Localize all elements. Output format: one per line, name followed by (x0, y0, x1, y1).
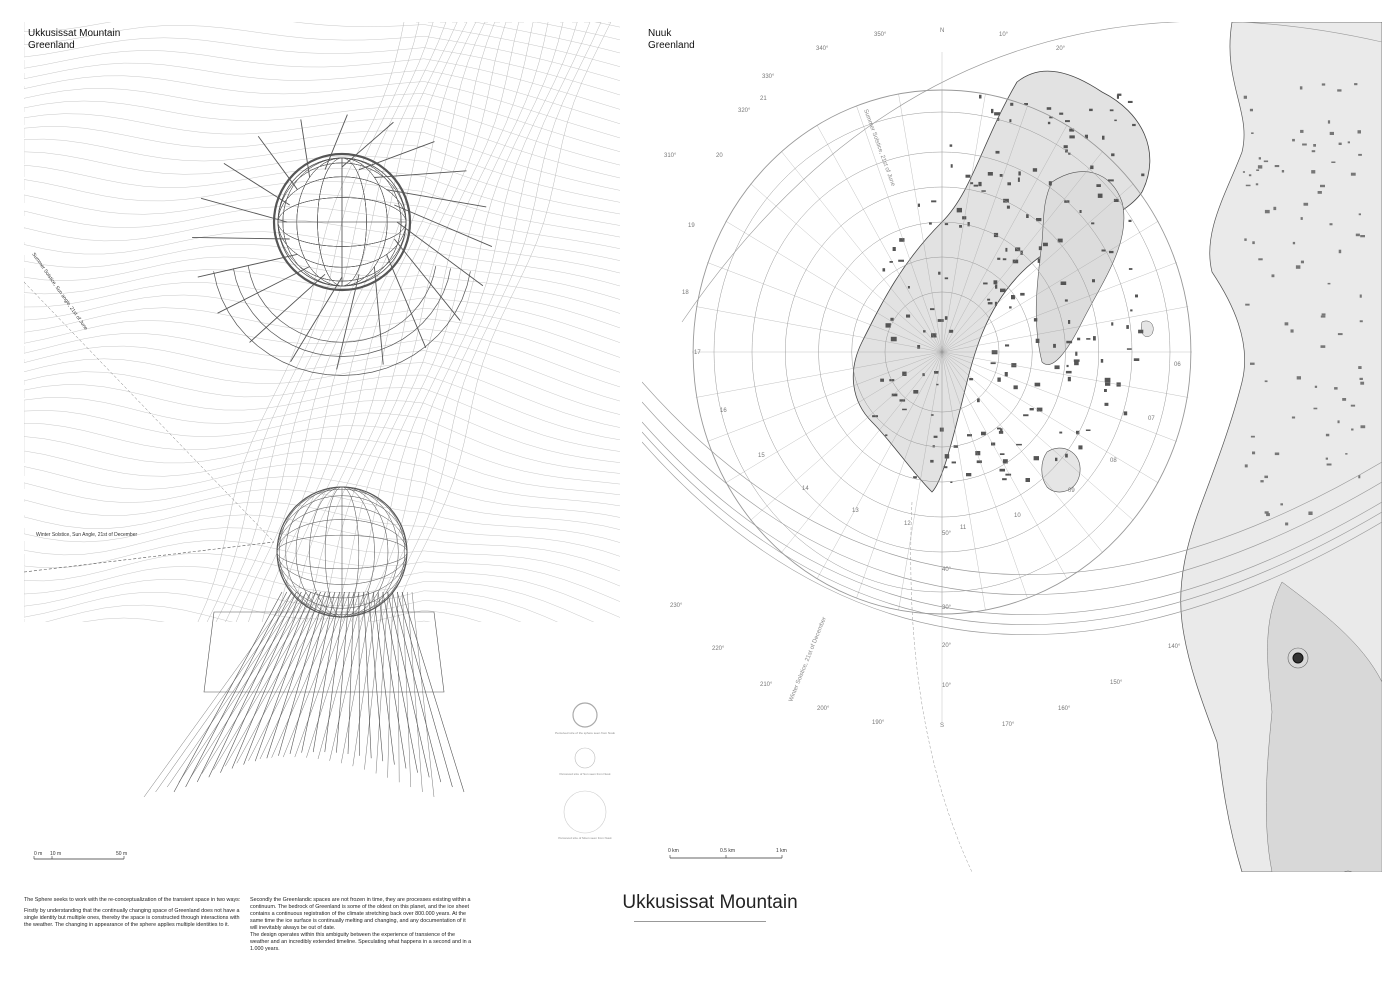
azimuth-label: 330° (762, 74, 775, 80)
description-paragraph: Firstly by understanding that the continually changing space of Greenland does not have a single identity but multiple ones, thereby the space is constructed through interactions with the weather. The changing in appearance of the sphere applies multiple identities to it. (24, 908, 240, 928)
description-column-1 (24, 897, 246, 933)
azimuth-label: 350° (874, 32, 887, 38)
azimuth-label: 190° (872, 720, 885, 726)
map-scale-half: 0.5 km (720, 848, 736, 854)
left-place-name: Ukkusissat Mountain (28, 28, 121, 39)
hour-label: 15 (758, 453, 765, 459)
north-label: N (940, 28, 945, 34)
scale-label-50: 50 m (116, 851, 128, 857)
sun-path-map (642, 22, 1382, 872)
azimuth-label: 200° (817, 706, 830, 712)
hour-label: 08 (1110, 458, 1117, 464)
right-region-name: Greenland (648, 40, 695, 51)
azimuth-label: 320° (738, 108, 751, 114)
map-scale-0: 0 km (668, 848, 679, 854)
azimuth-label: 170° (1002, 722, 1015, 728)
scale-label-0: 0 m (34, 851, 43, 857)
hour-label: 17 (694, 350, 701, 356)
description-paragraph: Secondly the Greenlandic spaces are not frozen in time, they are processes existing within a continuum. The bedrock of Greenland is some of the oldest on this planet, and the ice sheet contains a continuous registration of the climate stretching back over 800.000 years. At the same time the ice surface is continually melting and changing, and any documentation of it will inevitably always be out of date. (250, 897, 471, 931)
azimuth-label: 10° (999, 32, 1009, 38)
azimuth-label: 230° (670, 603, 683, 609)
mountain-contour-drawing (24, 22, 620, 872)
azimuth-label: 220° (712, 646, 725, 652)
azimuth-label: 210° (760, 682, 773, 688)
description-paragraph: The design operates within this ambiguity between the experience of transience of the weather and an incredibly extended timeline. Speculating what happens in a second and in a 1.000 years. (250, 932, 472, 952)
altitude-label: 10° (942, 683, 952, 689)
altitude-label: 40° (942, 567, 952, 573)
hour-label: 19 (688, 223, 695, 229)
winter-solstice-label: Winter Solstice, Sun Angle, 21st of December (36, 532, 138, 538)
hour-label: 11 (960, 525, 967, 531)
summer-sun-line (24, 282, 274, 542)
summer-arc-label: Summer Solstice, 21st of June (862, 108, 896, 188)
hour-label: 09 (1068, 488, 1075, 494)
left-location-title (28, 28, 120, 52)
hour-label: 12 (904, 521, 911, 527)
terrain-landmass (853, 22, 1382, 872)
azimuth-label: 150° (1110, 680, 1123, 686)
title-underline (634, 921, 766, 922)
hour-label: 16 (720, 408, 727, 414)
hour-label: 06 (1174, 362, 1181, 368)
azimuth-label: 140° (1168, 644, 1181, 650)
altitude-label: 30° (942, 605, 952, 611)
page-title: Ukkusissat Mountain (622, 892, 798, 913)
legend-moon-label: Perceived size of Moon seen from Nuuk (558, 836, 612, 840)
hour-label: 10 (1014, 513, 1021, 519)
description-column-2 (250, 897, 474, 957)
right-place-name: Nuuk (648, 28, 672, 39)
hour-label: 18 (682, 290, 689, 296)
hour-label: 14 (802, 486, 809, 492)
right-location-title (648, 28, 695, 52)
description-paragraph: The Sphere seeks to work with the re-conceptualization of the transient space in two ways: (24, 897, 241, 903)
legend-sun-label: Perceived size of Sun seen from Nuuk (559, 772, 611, 776)
altitude-label: 50° (942, 531, 952, 537)
azimuth-label: 20° (1056, 46, 1066, 52)
summer-solstice-label: Summer Solstice, Sun angle, 21st of June (30, 251, 89, 332)
azimuth-label: 310° (664, 153, 677, 159)
altitude-label: 20° (942, 643, 952, 649)
legend-sphere-label: Perceived size of the sphere seen from Nuuk (555, 731, 615, 735)
hour-label: 20 (716, 153, 723, 159)
upper-sphere-structure (192, 115, 492, 376)
south-label: S (940, 723, 945, 729)
azimuth-label: 160° (1058, 706, 1071, 712)
map-scale-bar (668, 848, 787, 858)
sphere-location-marker (1293, 653, 1303, 663)
scale-label-10: 10 m (50, 851, 62, 857)
hour-label: 21 (760, 96, 767, 102)
azimuth-label: 340° (816, 46, 829, 52)
map-scale-1: 1 km (776, 848, 787, 854)
winter-arc-label: Winter Solstice, 21st of December (788, 616, 828, 703)
hour-label: 13 (852, 508, 859, 514)
right-map-panel (642, 22, 1382, 872)
hour-label: 07 (1148, 416, 1155, 422)
left-drawing-panel (24, 22, 620, 872)
left-region-name: Greenland (28, 40, 75, 51)
